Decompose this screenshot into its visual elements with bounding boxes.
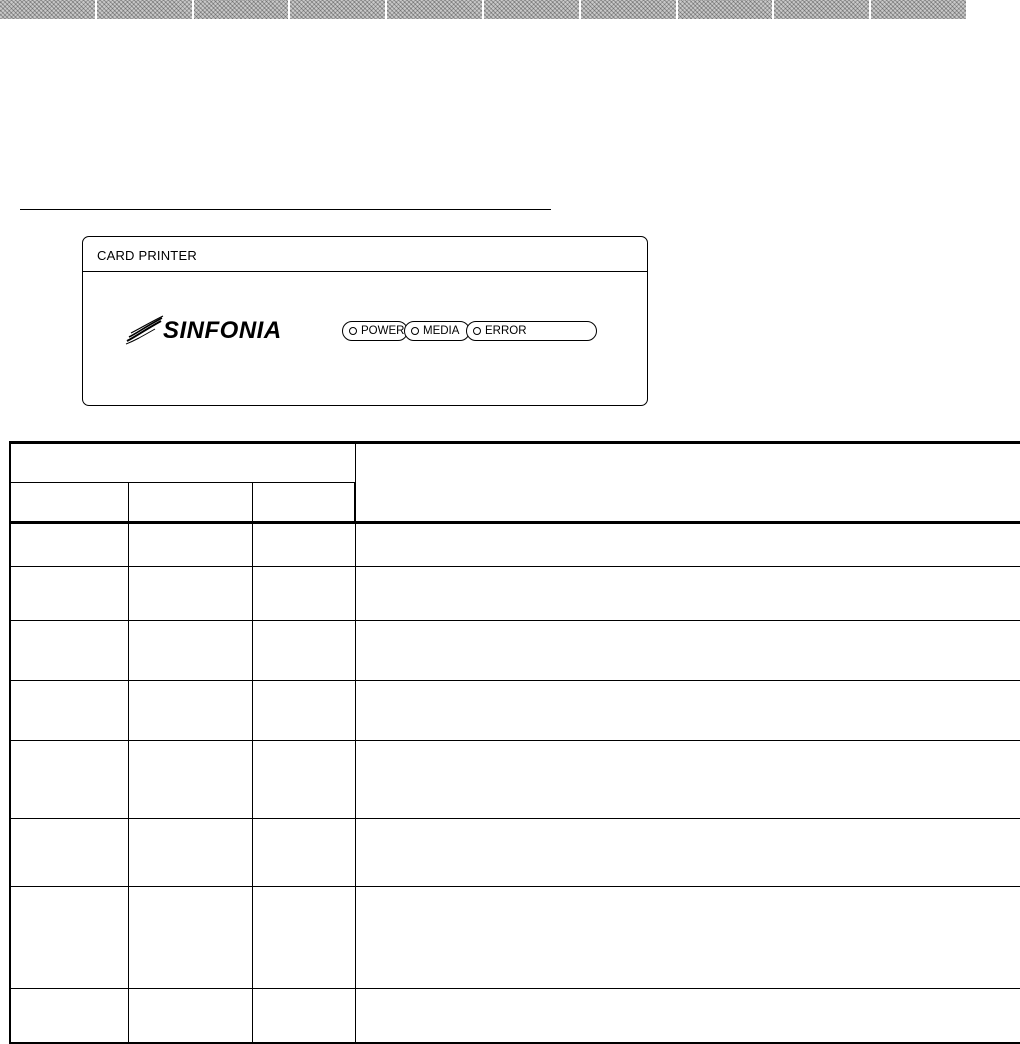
header-hatched-band [0, 0, 966, 19]
table-cell-media [128, 989, 252, 1043]
media-led-icon [411, 327, 419, 335]
power-indicator-label: POWER [361, 325, 405, 337]
table-row [10, 887, 1020, 989]
table-cell-media [128, 523, 252, 567]
table-cell-media [128, 681, 252, 741]
header-band-segment [774, 0, 871, 19]
table-header-group-cell [10, 443, 355, 483]
table-row [10, 621, 1020, 681]
table-cell-power [10, 819, 128, 887]
table-cell-media [128, 621, 252, 681]
table-cell-error [252, 819, 355, 887]
table-cell-power [10, 989, 128, 1043]
table-cell-description [355, 741, 1020, 819]
table-cell-media [128, 887, 252, 989]
table-cell-error [252, 523, 355, 567]
table-cell-power [10, 567, 128, 621]
error-indicator-label: ERROR [485, 325, 527, 337]
table-cell-error [252, 887, 355, 989]
panel-title: CARD PRINTER [97, 248, 197, 263]
table-cell-description [355, 887, 1020, 989]
logo-text: SINFONIA [163, 317, 282, 344]
table-cell-error [252, 989, 355, 1043]
media-indicator [404, 321, 470, 341]
table-cell-power [10, 681, 128, 741]
table-cell-description [355, 989, 1020, 1043]
table-header-power-cell [10, 483, 128, 523]
table-row [10, 741, 1020, 819]
table-cell-media [128, 741, 252, 819]
table-cell-error [252, 567, 355, 621]
card-printer-panel [82, 236, 648, 406]
header-band-segment [97, 0, 194, 19]
table-header-media-cell [128, 483, 252, 523]
logo-wave-icon [125, 315, 165, 345]
section-underline [20, 209, 551, 210]
header-band-segment [0, 0, 97, 19]
table-cell-media [128, 567, 252, 621]
header-band-segment [290, 0, 387, 19]
power-led-icon [349, 327, 357, 335]
table-cell-description [355, 681, 1020, 741]
table-cell-description [355, 567, 1020, 621]
error-indicator [466, 321, 597, 341]
header-band-segment [194, 0, 291, 19]
led-status-table [9, 441, 1020, 1044]
error-led-icon [473, 327, 481, 335]
table-cell-power [10, 621, 128, 681]
table-cell-power [10, 887, 128, 989]
media-indicator-label: MEDIA [423, 325, 460, 337]
table-row [10, 819, 1020, 887]
table-cell-error [252, 621, 355, 681]
table-row [10, 681, 1020, 741]
table-cell-power [10, 523, 128, 567]
table-cell-error [252, 681, 355, 741]
power-indicator [342, 321, 408, 341]
table-cell-error [252, 741, 355, 819]
header-band-segment [484, 0, 581, 19]
table-cell-description [355, 523, 1020, 567]
header-band-segment [871, 0, 966, 19]
header-band-segment [387, 0, 484, 19]
header-band-segment [581, 0, 678, 19]
table-cell-power [10, 741, 128, 819]
table-header-error-cell [252, 483, 355, 523]
table-cell-description [355, 621, 1020, 681]
indicator-group [342, 321, 602, 343]
table-header-description-cell [355, 443, 1020, 523]
table-row [10, 989, 1020, 1043]
panel-title-bar [83, 237, 647, 272]
table-row [10, 567, 1020, 621]
table-cell-description [355, 819, 1020, 887]
sinfonia-logo [125, 315, 305, 349]
header-band-segment [678, 0, 775, 19]
table-row [10, 523, 1020, 567]
table-cell-media [128, 819, 252, 887]
table-header-row [10, 443, 1020, 483]
